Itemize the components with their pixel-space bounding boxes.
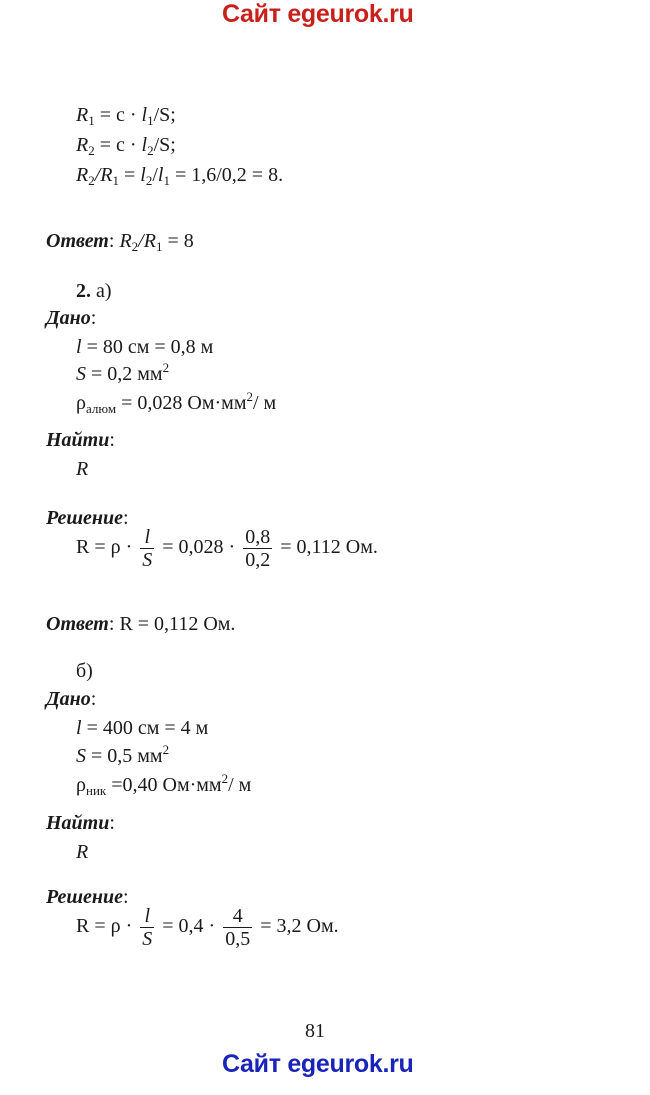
fraction-l-over-s: $\frac{l}{S}$ (142, 526, 153, 571)
solution-equation-b: R = ρ · $\frac{l}{S}$ = 0,4 · $\frac{4}{0,5}$ = 3,2 Ом. (76, 905, 339, 950)
find-var-b: R (76, 841, 89, 863)
formula-r1: $R_1 = c \cdot l_1/S$; (76, 104, 176, 128)
given-length-b: l = 400 см = 4 м (76, 717, 209, 739)
given-heading-a: Дано: (46, 307, 97, 329)
page-number: 81 (305, 1020, 325, 1042)
given-resistivity-a: $\rho_{алюм} = 0,028$ $Ом\cdot мм^2/$ м (76, 389, 277, 416)
find-var-a: R (76, 458, 89, 480)
answer-part2a: Ответ: R = 0,112 Ом. (46, 613, 236, 635)
given-area-a: S = 0,2 $мм^2$ (76, 360, 170, 385)
site-footer-watermark: Сайт egeurok.ru (222, 1050, 414, 1078)
answer-part1: Ответ: $R_2/R_1 = 8$ (46, 230, 194, 254)
given-resistivity-b: $\rho_{ник} =0,40$ $Ом\cdot мм^2/$ м (76, 771, 252, 798)
fraction-l-over-s: $\frac{l}{S}$ (142, 905, 153, 950)
part-b-label: б) (76, 660, 93, 682)
given-length-a: l = 80 см = 0,8 м (76, 336, 214, 358)
formula-r2: $R_2 = c \cdot l_2/S$; (76, 134, 176, 158)
find-heading-b: Найти: (46, 812, 115, 834)
given-area-b: S = 0,5 $мм^2$ (76, 742, 170, 767)
solution-equation-a: R = ρ · $\frac{l}{S}$ = 0,028 · $\frac{0,8}{0,2}$ = 0,112 Ом. (76, 526, 378, 571)
fraction-values: $\frac{4}{0,5}$ (225, 905, 251, 950)
formula-ratio: $R_2/R_1 = l_2/l_1 = 1,6/0,2 = 8$. (76, 164, 284, 188)
find-heading-a: Найти: (46, 429, 115, 451)
site-header-watermark: Сайт egeurok.ru (222, 0, 414, 28)
task-number: 2. а) (76, 280, 112, 302)
solution-heading-a: Решение: (46, 507, 129, 529)
solution-heading-b: Решение: (46, 886, 129, 908)
fraction-values: $\frac{0,8}{0,2}$ (245, 526, 271, 571)
given-heading-b: Дано: (46, 688, 97, 710)
